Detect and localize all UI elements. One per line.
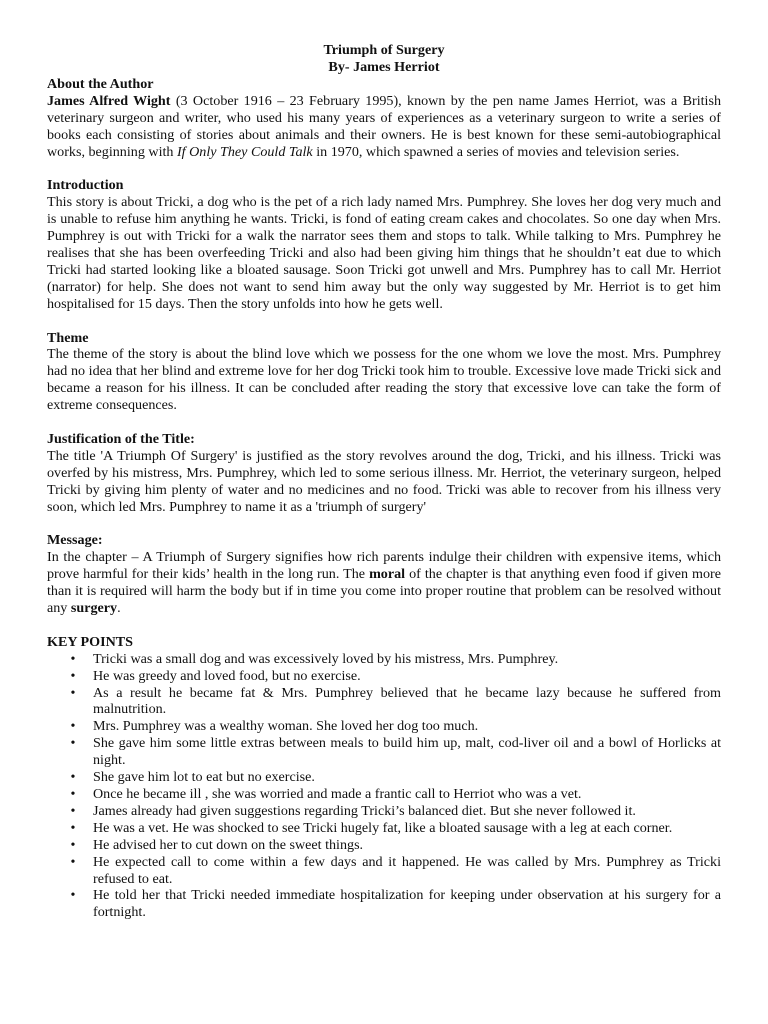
list-item <box>47 786 721 803</box>
message-bold-moral: moral <box>369 566 406 583</box>
about-text-b: in 1970, which spawned a series of movies and television series. <box>312 143 680 160</box>
bullet-icon: • <box>70 785 76 802</box>
list-item-text: As a result he became fat & Mrs. Pumphrey believed that he became lazy because he suffered from malnutrition. <box>93 684 721 718</box>
author-name: James Alfred Wight <box>47 92 171 109</box>
bullet-icon: • <box>70 836 76 853</box>
list-item-text: Once he became ill , she was worried and made a frantic call to Herriot who was a vet. <box>93 785 582 802</box>
key-points-list <box>47 651 721 922</box>
list-item <box>47 837 721 854</box>
list-item-text: She gave him some little extras between meals to build him up, malt, cod-liver oil and a bowl of Horlicks at night. <box>93 735 721 769</box>
message-text-c: . <box>117 600 121 617</box>
introduction-heading: Introduction <box>47 177 124 194</box>
bullet-icon: • <box>70 718 76 735</box>
bullet-icon: • <box>70 802 76 819</box>
message-heading: Message: <box>47 532 103 549</box>
list-item <box>47 718 721 735</box>
introduction-paragraph: This story is about Tricki, a dog who is the pet of a rich lady named Mrs. Pumphrey. She loves her dog very much and is unable to refuse him anything he wants. Tricki, is fond of eating cream cakes and chocolates. So one day when Mrs. Pumphrey is out with Tricki for a walk the narrator sees them and stops to talk. While talking to Mrs. Pumphrey he realises that she has been overfeeding Tricki and also had been giving him things that he shouldn’t eat due to which Tricki had started looking like a bloated sausage. Soon Tricki got unwell and Mrs. Pumphrey has to call Mr. Herriot (narrator) for help. She does not want to send him away but the only way suggested by Mr. Herriot is to get him hospitalised for 15 days. Then the story unfolds into how he gets well. <box>47 194 721 312</box>
list-item <box>47 803 721 820</box>
list-item-text: Mrs. Pumphrey was a wealthy woman. She loved her dog too much. <box>93 718 479 735</box>
book-title: If Only They Could Talk <box>176 143 313 160</box>
list-item-text: He was a vet. He was shocked to see Tricki hugely fat, like a bloated sausage with a leg at each corner. <box>93 819 673 836</box>
list-item <box>47 769 721 786</box>
bullet-icon: • <box>70 887 76 904</box>
document-title: Triumph of Surgery <box>323 42 445 58</box>
list-item <box>47 685 721 719</box>
justification-section <box>47 431 721 516</box>
theme-paragraph: The theme of the story is about the blind love which we possess for the one whom we love the most. Mrs. Pumphrey had no idea that her blind and extreme love for her dog Tricki took him to trouble. Excessive love made Tricki sick and became a reason for his illness. It can be concluded after reading the story that excessive love can take the form of extreme consequences. <box>47 346 721 414</box>
bullet-icon: • <box>70 735 76 752</box>
about-author-heading: About the Author <box>47 76 154 92</box>
message-bold-surgery: surgery <box>70 600 118 617</box>
bullet-icon: • <box>70 650 76 667</box>
list-item <box>47 854 721 888</box>
introduction-section <box>47 177 721 312</box>
bullet-icon: • <box>70 853 76 870</box>
list-item <box>47 887 721 921</box>
about-author-paragraph <box>47 93 721 161</box>
message-section <box>47 532 721 617</box>
message-text-a: In the chapter – A Triumph of Surgery signifies how rich parents indulge their children with expensive items, which prove harmful for their kids’ health in the long run. The <box>47 549 721 583</box>
list-item <box>47 668 721 685</box>
justification-heading: Justification of the Title: <box>47 430 195 447</box>
about-author-section <box>47 76 721 161</box>
list-item <box>47 820 721 837</box>
list-item-text: She gave him lot to eat but no exercise. <box>93 769 315 786</box>
about-text-a: (3 October 1916 – 23 February 1995), known by the pen name James Herriot, was a British veterinary surgeon and writer, who used his many years of experiences as a veterinary surgeon to write a series of books each consisting of stories about animals and their owners. He is best known for these semi-autobiographical works, beginning with <box>47 92 721 160</box>
list-item-text: He expected call to come within a few days and it happened. He was called by Mrs. Pumphrey as Tricki refused to eat. <box>93 853 721 887</box>
bullet-icon: • <box>70 819 76 836</box>
list-item-text: He told her that Tricki needed immediate hospitalization for keeping under observation at his surgery for a fortnight. <box>93 887 721 921</box>
message-paragraph <box>47 549 721 617</box>
list-item-text: He advised her to cut down on the sweet things. <box>93 836 364 853</box>
list-item-text: He was greedy and loved food, but no exercise. <box>93 667 361 684</box>
justification-paragraph: The title 'A Triumph Of Surgery' is justified as the story revolves around the dog, Tricki, and his illness. Tricki was overfed by his mistress, Mrs. Pumphrey, which led to some serious illness. Mr. Herriot, the veterinary surgeon, helped Tricki by giving him plenty of water and no medicines and no food. Tricki was able to recover from his illness very soon, which led Mrs. Pumphrey to name it as a 'triumph of surgery' <box>47 447 721 515</box>
theme-section <box>47 330 721 415</box>
theme-heading: Theme <box>47 329 89 346</box>
bullet-icon: • <box>70 769 76 786</box>
list-item-text: James already had given suggestions regarding Tricki’s balanced diet. But she never followed it. <box>93 802 636 819</box>
list-item <box>47 735 721 769</box>
message-text-b: of the chapter is that anything even food if given more than it is required will harm the body but if in time you come into proper routine that problem can be resolved without any <box>47 566 721 617</box>
key-points-section <box>47 634 721 921</box>
list-item-text: Tricki was a small dog and was excessively loved by his mistress, Mrs. Pumphrey. <box>93 650 559 667</box>
title-block <box>47 42 721 76</box>
document-byline: By- James Herriot <box>328 59 440 75</box>
bullet-icon: • <box>70 684 76 701</box>
bullet-icon: • <box>70 667 76 684</box>
key-points-heading: KEY POINTS <box>47 633 134 650</box>
list-item <box>47 651 721 668</box>
